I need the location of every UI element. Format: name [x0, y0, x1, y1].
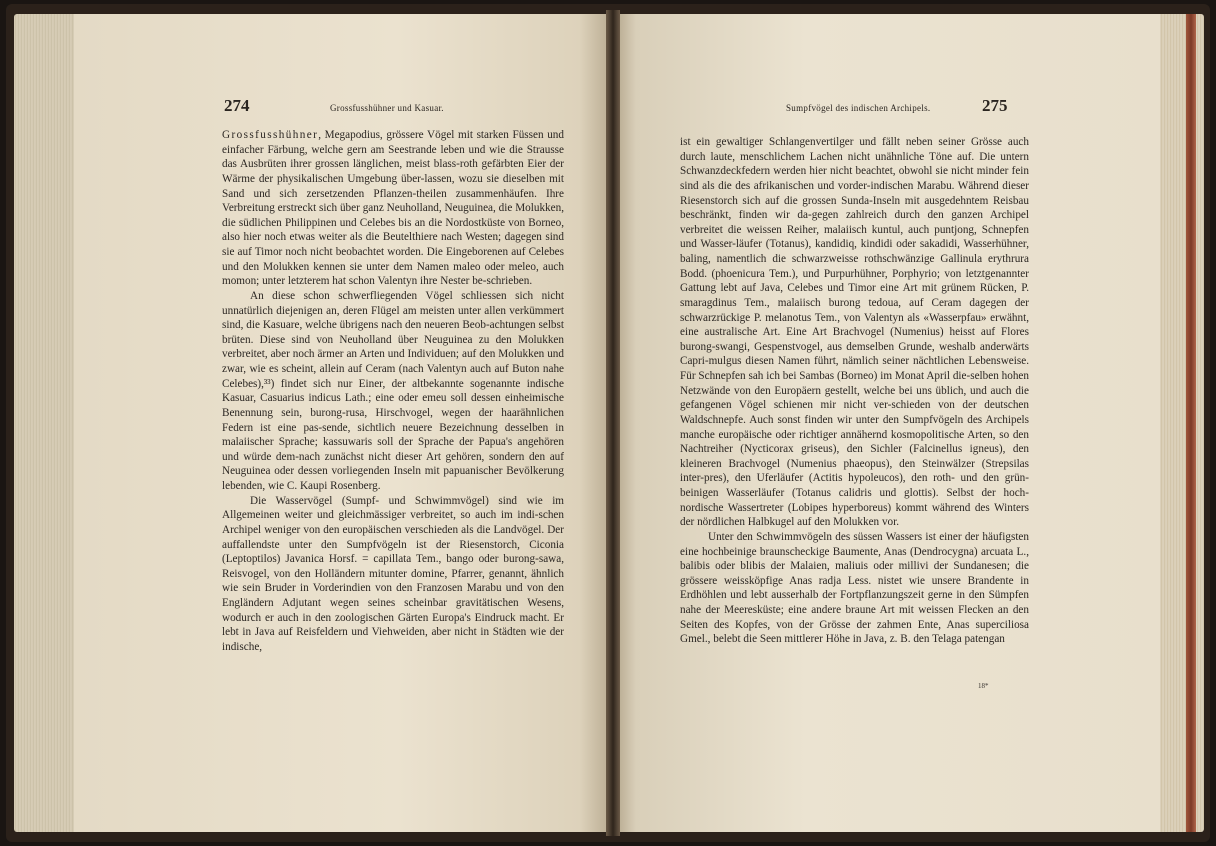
left-running-head: Grossfusshühner und Kasuar. [330, 103, 444, 113]
paragraph: ist ein gewaltiger Schlangenvertilger und fällt neben seiner Grösse auch durch laute, menschlichem Lachen nicht unähnliche Töne auf. Die untern Schwanzdeckfedern werden hier nicht beachtet, obwohl sie nicht minder fein sind als die des afrikanischen und vorder-indischen Marabu. Während dieser Riesenstorch sich auf die grossen Sunda-Inseln mit ausgedehntem Reisbau beschränkt, finden wir da-gegen zahlreich durch den ganzen Archipel verbreitet die weissen Reiher, malaiisch kuntul, auch puntjong, Schnepfen und Wasser-läufer (Totanus), kandidiq, kindidi oder sakadidi, Wasserhühner, baling, namentlich die schwarzweisse rothschwänzige Gallinula erythrura Bodd. (phoenicura Tem.), und Purpurhühner, Porphyrio; von letztgenannter Gattung lebt auf Java, Celebes und Timor eine Art mit grünem Rücken, P. smaragdinus Tem., malaiisch burong tedoua, auf Ceram dagegen der schwarzrückige P. melanotus Tem., von Valentyn als «Wasserpfau» erwähnt, eine australische Art. Eine Art Brachvogel (Numenius) heisst auf Flores burong-swangi, Gespenstvogel, aus demselben Grunde, weshalb anderwärts Capri-mulgus diesen Namen führt, nämlich seiner nächtlichen Lebensweise. Für Schnepfen sah ich bei Sambas (Borneo) im Monat April die-selben hohen Netzwände von den Europäern gestellt, welche bei uns üblich, und auch die gefangenen Vögel schienen mir nicht ver-schieden von der deutschen Waldschnepfe. Auch sonst finden wir unter den Sumpfvögeln des Archipels manche europäische oder richtiger annähernd kosmopolitische Arten, so den Nachtreiher (Nycticorax griseus), den Sichler (Falcinellus igneus), den kleineren Brachvogel (Numenius phaeopus), den Steinwälzer (Strepsilas inter-pres), den Uferläufer (Actitis hypoleucos), den roth- und den grün-beinigen Wasserläufer (Totanus calidris und glottis). Selbst der hoch-nordische Wassertreter (Lobipes hyperboreus) kommt während des Winters der nördlichen Halbkugel auf den Molukken vor. [680, 136, 1029, 529]
paragraph: Die Wasservögel (Sumpf- und Schwimmvögel) sind wie im Allgemeinen weiter und gleichmässiger verbreitet, so auch im indi-schen Archipel weniger von den europäischen verschieden als die Landvögel. Der auffallendste unter den Sumpfvögeln ist der Riesenstorch, Ciconia (Leptoptilos) Javanica Horsf. = capillata Tem., bango oder burong-sawa, Reisvogel, von den Holländern mitunter domine, Pfarrer, genannt, ähnlich wie sein Bruder in Vorderindien von den Franzosen Marabu und von den Engländern Adjutant wegen seines scheinbar gravitätischen Wesens, wodurch er auch in den zoologischen Gärten Europa's Eindruck macht. Er lebt in Java auf Reisfeldern und Viehweiden, aber nicht in Städten wie der indische, [222, 494, 564, 653]
bookmark-ribbon [1186, 14, 1196, 832]
right-running-head: Sumpfvögel des indischen Archipels. [786, 103, 931, 113]
page-edges-left [14, 14, 74, 832]
signature-mark: 18* [978, 682, 989, 690]
book-gutter [606, 10, 620, 836]
paragraph-text: , Megapodius, grössere Vögel mit starken Füssen und einfacher Färbung, welche gern am Seestrande leben und wie die Strausse das Ausbrüten ihrer grossen länglichen, meist blass-roth gefärbten Eier der Wärme der physikalischen Umgebung über-lassen, wozu sie dieselben mit Sand und sich zersetzenden Pflanzen-theilen zusammenhäufen. Ihre Verbreitung erstreckt sich über ganz Neuholland, Neuguinea, die Molukken, die südlichen Philippinen und Celebes bis an die Nordostküste von Borneo, also hier noch etwas weiter als die Beutelthiere nach Westen; dagegen sind sie auf Timor noch nicht beobachtet worden. Die Eingeborenen auf Celebes und den Molukken kennen sie unter dem Namen maleo oder meleo, auch momon; unter letzterem hat schon Valentyn ihre Nester be-schrieben. [222, 129, 564, 288]
paragraph: An diese schon schwerfliegenden Vögel schliessen sich nicht unnatürlich diejenigen an, deren Flügel am meisten unter allen verkümmert sind, die Kasuare, welche übrigens nach den neueren Beob-achtungen selbst brüten. Diese sind von Neuholland über Neuguinea zu den Molukken verbreitet, aber noch ärmer an Arten und Individuen; auf den Molukken und zwar, wie es scheint, allein auf Ceram (nach Valentyn auch auf Buton nahe Celebes),³³) findet sich nur Einer, der altbekannte sogenannte indische Kasuar, Casuarius indicus Lath.; eine oder emeu soll dessen einheimische Benennung sein, burong-rusa, Hirschvogel, wegen der haarähnlichen Federn ist eine pas-sende, sichtlich neuere Bezeichnung desselben in malaiischer Sprache; kassuwaris soll der Sprache der Papua's angehören und würde dem-nach zunächst nicht dieser Art gehören, sondern den auf Neuguinea oder dessen vorliegenden Inseln mit papuanischer Bevölkerung lebenden, wie C. Kaupi Rosenberg. [222, 289, 564, 492]
paragraph: Unter den Schwimmvögeln des süssen Wassers ist einer der häufigsten eine hochbeinige braunscheckige Baumente, Anas (Dendrocygna) arcuata L., balibis oder blibis der Malaien, maliuis oder millivi der Sundanesen; die grössere weissköpfige Anas radja Less. nistet wie unsere Brandente in Erdhöhlen und lebt ausserhalb der Fortpflanzungszeit gerne in den Sümpfen nahe der Meeresküste; eine andere braune Art mit weissen Flecken an den Seiten des Kopfes, von der Grösse der zahmen Ente, Anas superciliosa Gmel., belebt die Seen mittlerer Höhe in Java, z. B. den Telaga patengan [680, 530, 1029, 646]
paragraph [222, 128, 564, 289]
left-page-number: 274 [224, 96, 250, 115]
right-text-column [680, 135, 1029, 647]
right-page-header [676, 96, 1016, 118]
lead-term: Grossfusshühner [222, 129, 319, 141]
right-page-number: 275 [982, 96, 1008, 115]
left-page-header [224, 96, 564, 118]
left-text-column [222, 128, 564, 655]
page-edges-right [1160, 14, 1204, 832]
